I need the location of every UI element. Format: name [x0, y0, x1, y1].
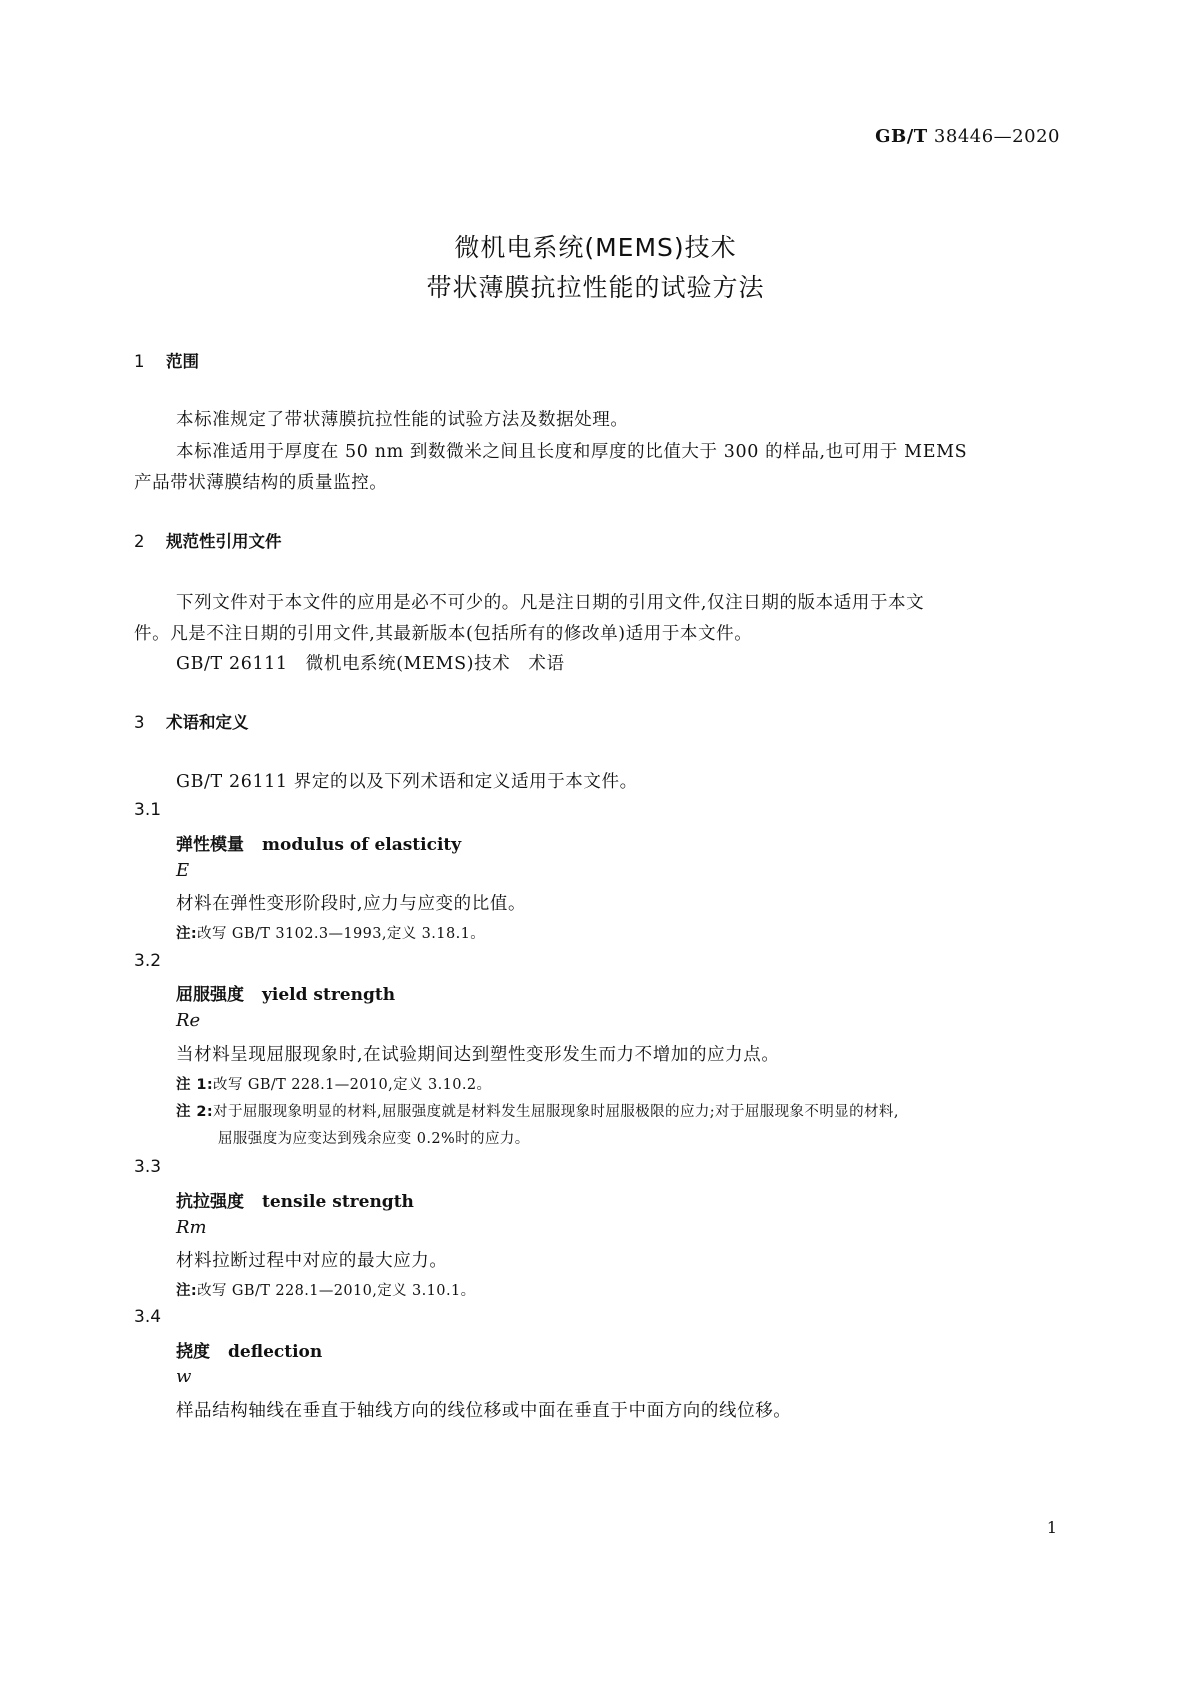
section-title: 术语和定义 [166, 713, 249, 732]
term-note-2 [176, 1100, 899, 1121]
term-definition: 材料拉断过程中对应的最大应力。 [176, 1251, 448, 1271]
section-number: 1 [134, 352, 145, 371]
standard-code [875, 126, 1060, 147]
term-symbol: Re [176, 1010, 201, 1031]
clause-number: 3.1 [134, 800, 162, 820]
term-en: tensile strength [262, 1192, 414, 1212]
clause-number: 3.4 [134, 1307, 162, 1327]
clause-number: 3.2 [134, 951, 162, 971]
clause-number: 3.3 [134, 1157, 162, 1177]
paragraph: 本标准规定了带状薄膜抗拉性能的试验方法及数据处理。 [176, 410, 629, 430]
note-label: 注: [176, 1283, 198, 1299]
term-definition: 当材料呈现屈服现象时,在试验期间达到塑性变形发生而力不增加的应力点。 [176, 1045, 780, 1065]
term-zh: 屈服强度 [176, 985, 244, 1005]
page-number: 1 [1046, 1518, 1057, 1537]
term-en: yield strength [262, 985, 396, 1005]
term-zh: 抗拉强度 [176, 1192, 244, 1212]
note-label: 注 2: [176, 1104, 214, 1120]
term-definition: 样品结构轴线在垂直于轴线方向的线位移或中面在垂直于中面方向的线位移。 [176, 1401, 792, 1421]
term-en: deflection [228, 1342, 323, 1362]
note-label: 注: [176, 926, 198, 942]
term-symbol: E [176, 860, 190, 881]
standard-code-prefix: GB/T [875, 126, 928, 147]
section-title: 规范性引用文件 [166, 532, 282, 551]
term-definition: 材料在弹性变形阶段时,应力与应变的比值。 [176, 894, 527, 914]
paragraph: 下列文件对于本文件的应用是必不可少的。凡是注日期的引用文件,仅注日期的版本适用于本文 [176, 593, 925, 613]
normative-reference: GB/T 26111 微机电系统(MEMS)技术 术语 [176, 654, 565, 674]
note-text: 改写 GB/T 228.1—2010,定义 3.10.2。 [213, 1077, 492, 1093]
term-zh: 弹性模量 [176, 835, 244, 855]
section-2-heading [134, 528, 282, 552]
term-note [176, 1279, 475, 1300]
document-title [0, 228, 1191, 308]
paragraph-continuation: 件。凡是不注日期的引用文件,其最新版本(包括所有的修改单)适用于本文件。 [134, 624, 753, 644]
section-number: 2 [134, 532, 145, 551]
term-symbol: w [176, 1366, 192, 1387]
section-3-heading [134, 709, 249, 733]
term-symbol: Rm [176, 1217, 207, 1238]
section-title: 范围 [166, 352, 199, 371]
section-number: 3 [134, 713, 145, 732]
term-entry [176, 830, 461, 855]
note-text: 改写 GB/T 228.1—2010,定义 3.10.1。 [197, 1283, 476, 1299]
term-note-2-continuation: 屈服强度为应变达到残余应变 0.2%时的应力。 [218, 1131, 530, 1147]
section-1-heading [134, 348, 199, 372]
paragraph: GB/T 26111 界定的以及下列术语和定义适用于本文件。 [176, 772, 638, 792]
term-note [176, 922, 485, 943]
title-line-2: 带状薄膜抗拉性能的试验方法 [426, 273, 765, 302]
title-line-1: 微机电系统(MEMS)技术 [454, 233, 737, 262]
paragraph-continuation: 产品带状薄膜结构的质量监控。 [134, 473, 388, 493]
standard-code-number: 38446—2020 [933, 126, 1060, 147]
term-entry [176, 1337, 322, 1362]
term-en: modulus of elasticity [262, 835, 462, 855]
note-text: 对于屈服现象明显的材料,屈服强度就是材料发生屈服现象时屈服极限的应力;对于屈服现象不明显的材料, [213, 1104, 899, 1120]
note-label: 注 1: [176, 1077, 214, 1093]
paragraph: 本标准适用于厚度在 50 nm 到数微米之间且长度和厚度的比值大于 300 的样品,也可用于 MEMS [176, 442, 968, 462]
note-text: 改写 GB/T 3102.3—1993,定义 3.18.1。 [197, 926, 486, 942]
term-entry [176, 980, 395, 1005]
term-entry [176, 1187, 414, 1212]
term-zh: 挠度 [176, 1342, 210, 1362]
term-note-1 [176, 1073, 491, 1094]
